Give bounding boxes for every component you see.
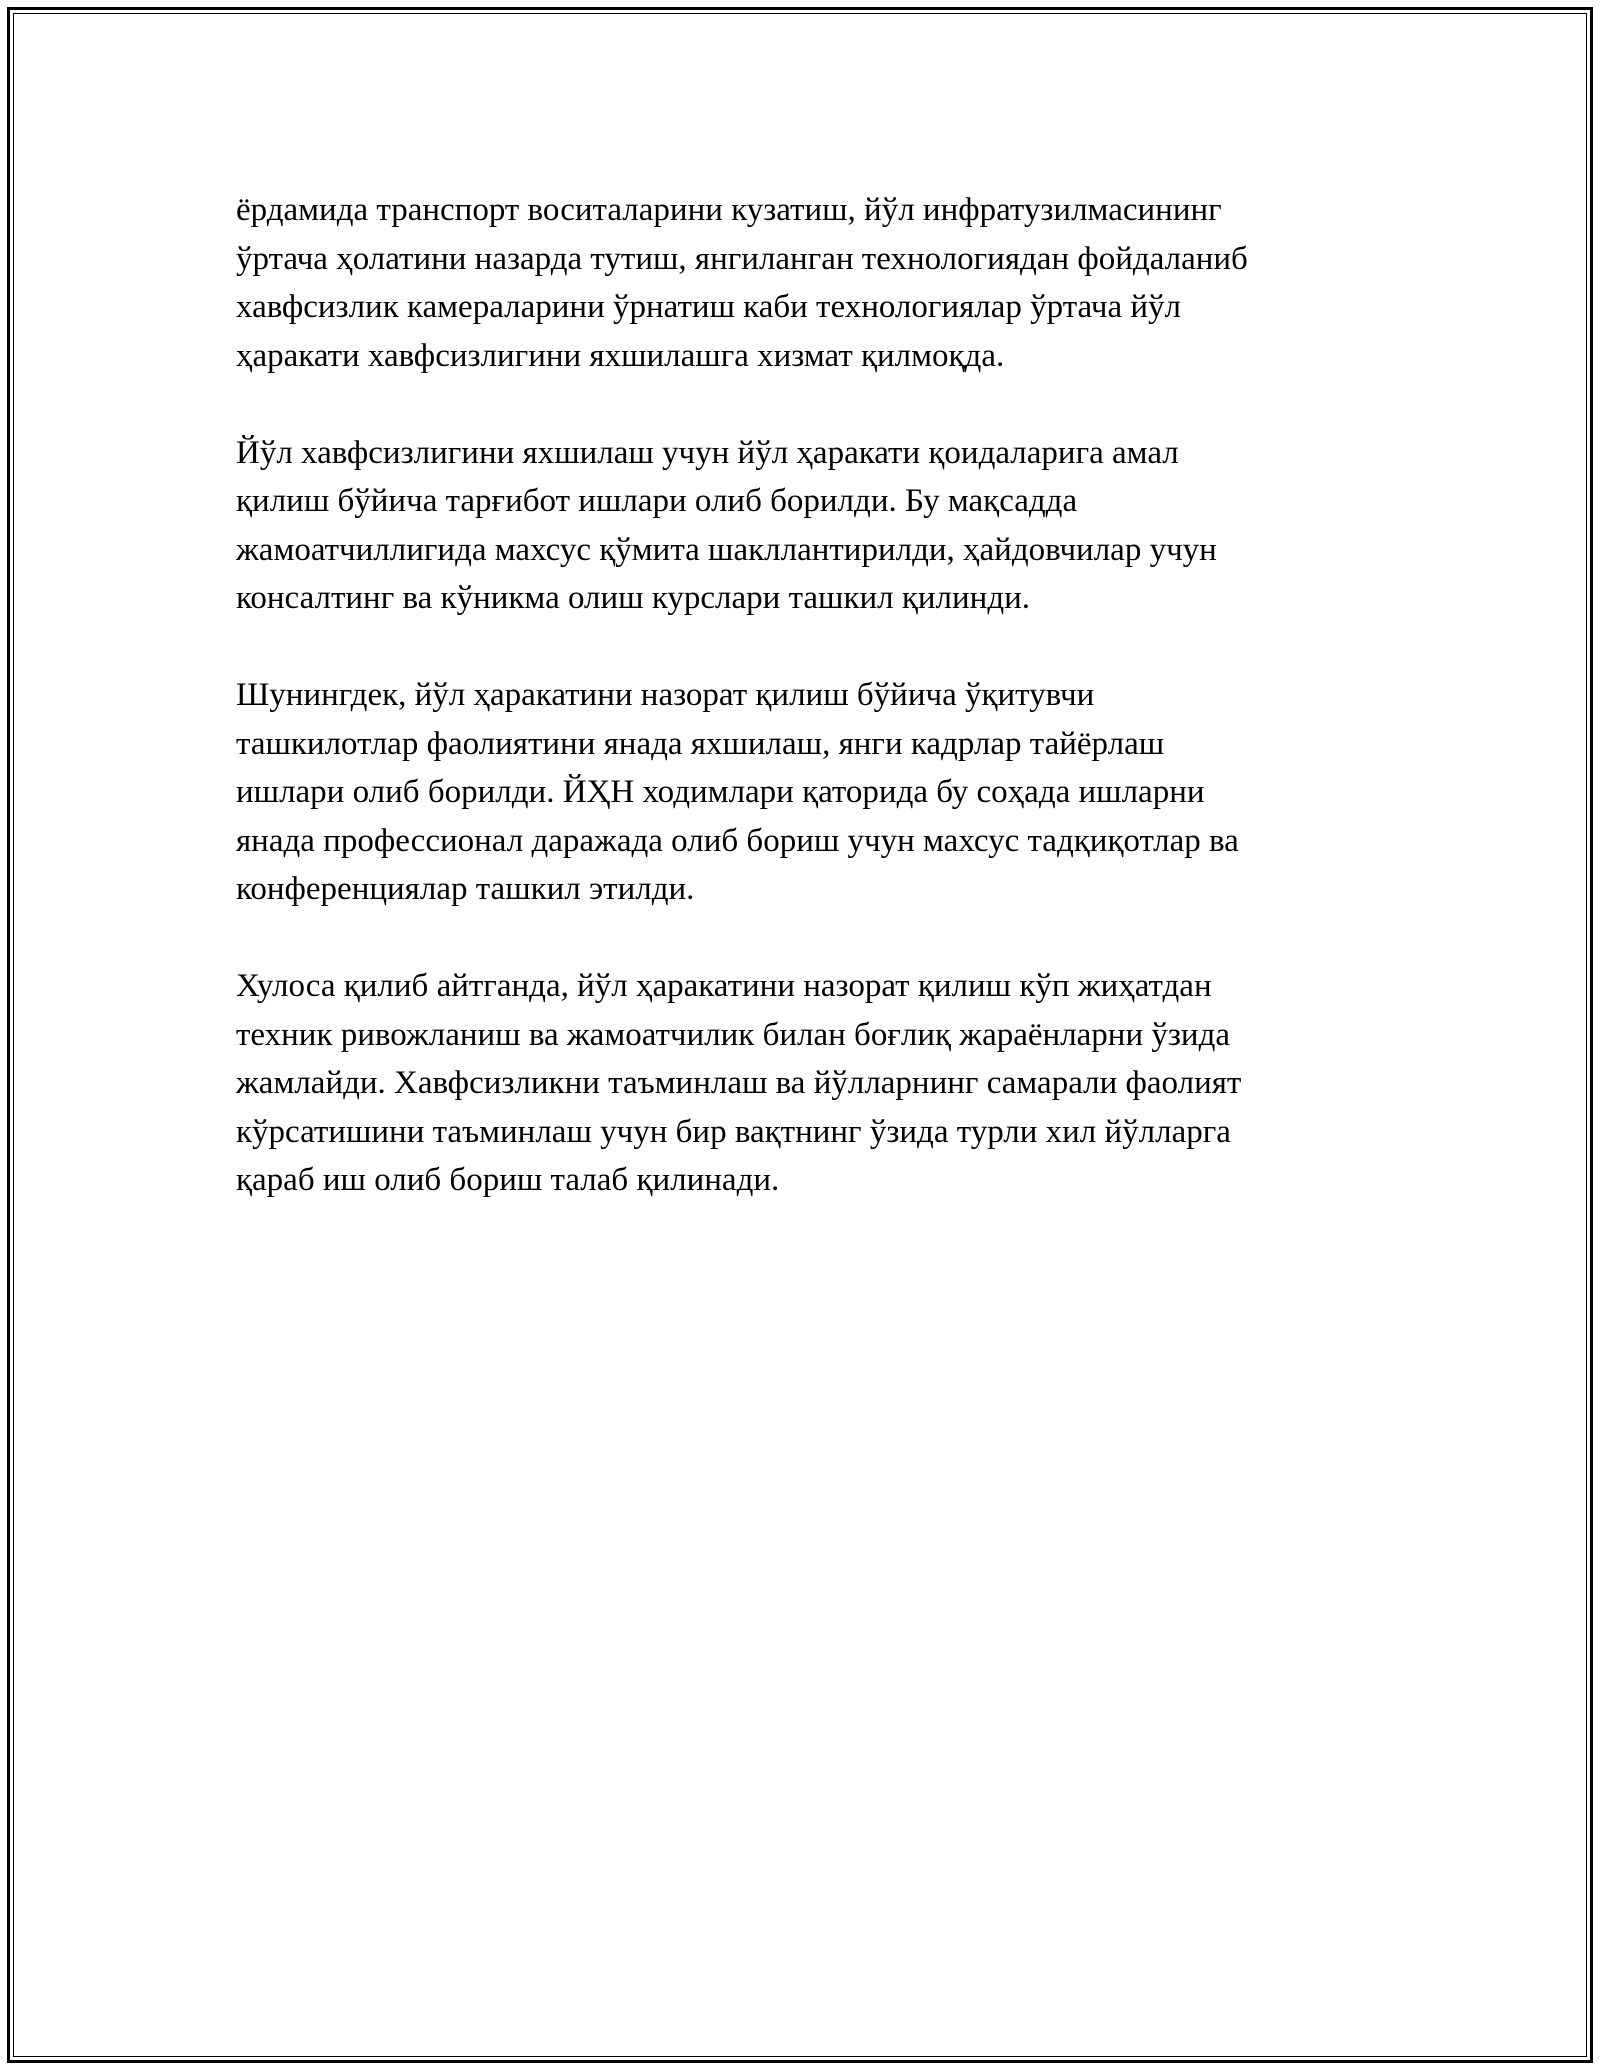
- text-line: янада профессионал даражада олиб бориш учун махсус тадқиқотлар ва: [236, 822, 1239, 859]
- text-line: техник ривожланиш ва жамоатчилик билан боғлиқ жараёнларни ўзида: [236, 1016, 1231, 1053]
- text-line: ўртача ҳолатини назарда тутиш, янгиланган технологиядан фойдаланиб: [236, 240, 1248, 277]
- paragraph-1: [236, 186, 1386, 380]
- text-line: қараб иш олиб бориш талаб қилинади.: [236, 1162, 780, 1198]
- text-line: хавфсизлик камераларини ўрнатиш каби технологиялар ўртача йўл: [236, 289, 1181, 325]
- text-line: Хулоса қилиб айтганда, йўл ҳаракатини назорат қилиш кўп жиҳатдан: [236, 968, 1212, 1004]
- text-line: ташкилотлар фаолиятини янада яхшилаш, янги кадрлар тайёрлаш: [236, 725, 1165, 762]
- text-line: қилиш бўйича тарғибот ишлари олиб борилди. Бу мақсадда: [236, 483, 1078, 519]
- document-body: [236, 186, 1386, 1253]
- text-line: кўрсатишини таъминлаш учун бир вақтнинг ўзида турли хил йўлларга: [236, 1113, 1231, 1150]
- paragraph-4: [236, 962, 1386, 1205]
- text-line: конференциялар ташкил этилди.: [236, 871, 695, 907]
- text-line: Шунингдек, йўл ҳаракатини назорат қилиш бўйича ўқитувчи: [236, 677, 1095, 713]
- text-line: жамоатчиллигида махсус қўмита шакллантирилди, ҳайдовчилар учун: [236, 531, 1217, 568]
- text-line: ёрдамида транспорт воситаларини кузатиш, йўл инфратузилмасининг: [236, 192, 1222, 228]
- text-line: ишлари олиб борилди. ЙҲН ходимлари қаторида бу соҳада ишларни: [236, 774, 1205, 810]
- paragraph-3: [236, 671, 1386, 914]
- text-line: консалтинг ва кўникма олиш курслари ташкил қилинди.: [236, 580, 1031, 616]
- text-line: жамлайди. Хавфсизликни таъминлаш ва йўлларнинг самарали фаолият: [236, 1065, 1242, 1101]
- text-line: ҳаракати хавфсизлигини яхшилашга хизмат қилмоқда.: [236, 337, 1005, 374]
- text-line: Йўл хавфсизлигини яхшилаш учун йўл ҳаракати қоидаларига амал: [236, 434, 1179, 471]
- paragraph-2: [236, 429, 1386, 623]
